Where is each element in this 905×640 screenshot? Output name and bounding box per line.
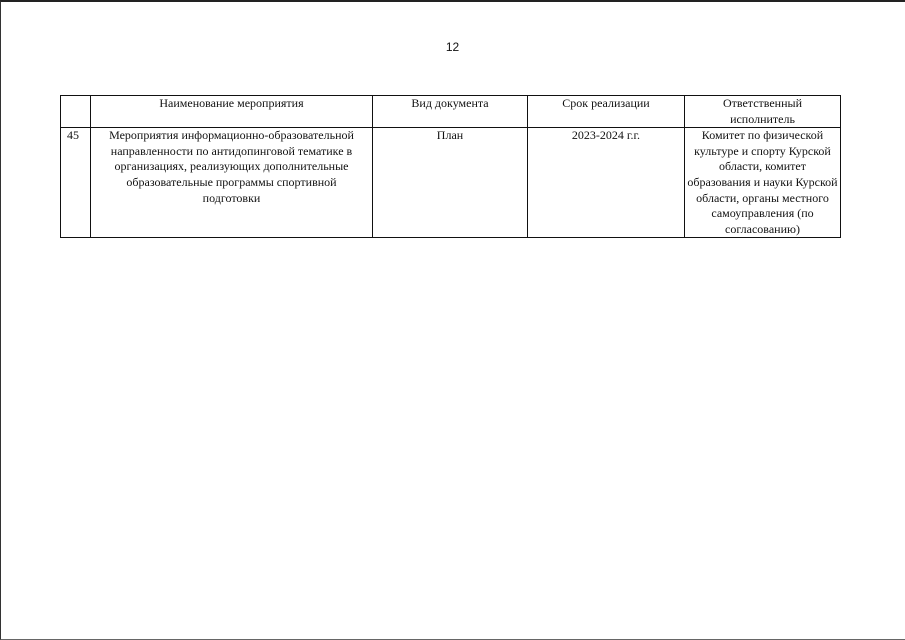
row-number: 45 xyxy=(61,128,91,238)
header-implementation-term: Срок реализации xyxy=(528,96,685,128)
row-implementation-term: 2023-2024 г.г. xyxy=(528,128,685,238)
table-row xyxy=(61,128,841,238)
page-number: 12 xyxy=(445,40,460,54)
row-document-type: План xyxy=(373,128,528,238)
header-responsible-executor: Ответственный исполнитель xyxy=(685,96,841,128)
header-event-name: Наименование мероприятия xyxy=(91,96,373,128)
events-table xyxy=(60,95,841,238)
row-responsible-executor: Комитет по физической культуре и спорту Курской области, комитет образования и науки Курской области, органы местного самоуправления (по согласованию) xyxy=(685,128,841,238)
table-header-row xyxy=(61,96,841,128)
row-event-name: Мероприятия информационно-образовательной направленности по антидопинговой тематике в организациях, реализующих дополнительные образовательные программы спортивной подготовки xyxy=(91,128,373,238)
header-num xyxy=(61,96,91,128)
header-document-type: Вид документа xyxy=(373,96,528,128)
